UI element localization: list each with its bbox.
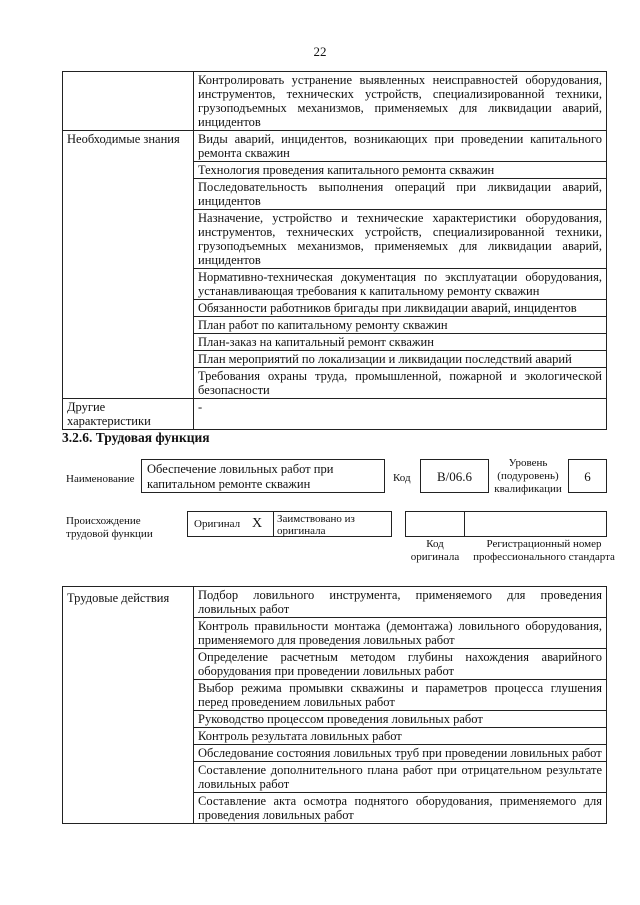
- knowledge-table: [62, 71, 607, 430]
- reg-number-label: Регистрационный номер профессионального стандарта: [473, 538, 615, 563]
- actions-table: [62, 586, 607, 824]
- action-item: Обследование состояния ловильных труб при проведении ловильных работ: [194, 745, 607, 762]
- table-row: [63, 587, 607, 618]
- knowledge-item: Обязанности работников бригады при ликвидации аварий, инцидентов: [194, 300, 607, 317]
- name-label: Наименование: [66, 473, 135, 485]
- table-row: [63, 131, 607, 162]
- actions-label: Трудовые действия: [63, 587, 194, 824]
- origin-label: Происхождение трудовой функции: [66, 515, 153, 540]
- knowledge-item: Виды аварий, инцидентов, возникающих при проведении капитального ремонта скважин: [194, 131, 607, 162]
- reg-number-cell: [464, 511, 607, 537]
- table-row: [63, 399, 607, 430]
- action-item: Контроль результата ловильных работ: [194, 728, 607, 745]
- knowledge-item: Требования охраны труда, промышленной, пожарной и экологической безопасности: [194, 368, 607, 399]
- action-item: Составление акта осмотра поднятого оборудования, применяемого для проведения ловильных работ: [194, 793, 607, 824]
- code-value-box: В/06.6: [420, 459, 489, 493]
- knowledge-item: Технология проведения капитального ремонта скважин: [194, 162, 607, 179]
- empty-label-cell: [63, 72, 194, 131]
- other-characteristics-label: Другие характеристики: [63, 399, 194, 430]
- origin-row: [187, 511, 607, 537]
- knowledge-label: Необходимые знания: [63, 131, 194, 399]
- knowledge-item: Последовательность выполнения операций при ликвидации аварий, инцидентов: [194, 179, 607, 210]
- origin-code-label: Код оригинала: [410, 538, 460, 563]
- section-heading: 3.2.6. Трудовая функция: [62, 430, 210, 445]
- knowledge-item: Нормативно-техническая документация по эксплуатации оборудования, устанавливающая требования к капитальному ремонту скважин: [194, 269, 607, 300]
- level-value-box: 6: [568, 459, 607, 493]
- original-cell: [187, 511, 274, 537]
- function-name-box: Обеспечение ловильных работ при капитальном ремонте скважин: [141, 459, 385, 493]
- other-characteristics-value: -: [194, 399, 607, 430]
- action-item: Подбор ловильного инструмента, применяемого для проведения ловильных работ: [194, 587, 607, 618]
- original-label: Оригинал: [194, 518, 241, 530]
- knowledge-item: План-заказ на капитальный ремонт скважин: [194, 334, 607, 351]
- action-item: Определение расчетным методом глубины нахождения аварийного оборудования при проведении ловильных работ: [194, 649, 607, 680]
- action-item: Контроль правильности монтажа (демонтажа) ловильного оборудования, применяемого для проведения ловильных работ: [194, 618, 607, 649]
- origin-code-cell: [405, 511, 465, 537]
- table-row: [63, 72, 607, 131]
- level-label: Уровень (подуровень) квалификации: [494, 457, 562, 495]
- action-item: Выбор режима промывки скважины и параметров процесса глушения перед проведением ловильных работ: [194, 680, 607, 711]
- code-label: Код: [393, 472, 411, 484]
- action-item: Руководство процессом проведения ловильных работ: [194, 711, 607, 728]
- original-mark: X: [252, 516, 263, 531]
- borrowed-label: Заимствовано из оригинала: [277, 513, 355, 537]
- page-number: 22: [313, 44, 327, 59]
- table-cell: Контролировать устранение выявленных неисправностей оборудования, инструментов, технических устройств, специализированной техники, грузоподъемных механизмов, применяемых для ликвидации аварий, инцидентов: [194, 72, 607, 131]
- knowledge-item: Назначение, устройство и технические характеристики оборудования, инструментов, технических устройств, специализированной техники, грузоподъемных механизмов, применяемых для ликвидации аварий, инцидентов: [194, 210, 607, 269]
- knowledge-item: План работ по капитальному ремонту скважин: [194, 317, 607, 334]
- borrowed-cell: [273, 511, 392, 537]
- knowledge-item: План мероприятий по локализации и ликвидации последствий аварий: [194, 351, 607, 368]
- action-item: Составление дополнительного плана работ при отрицательном результате ловильных работ: [194, 762, 607, 793]
